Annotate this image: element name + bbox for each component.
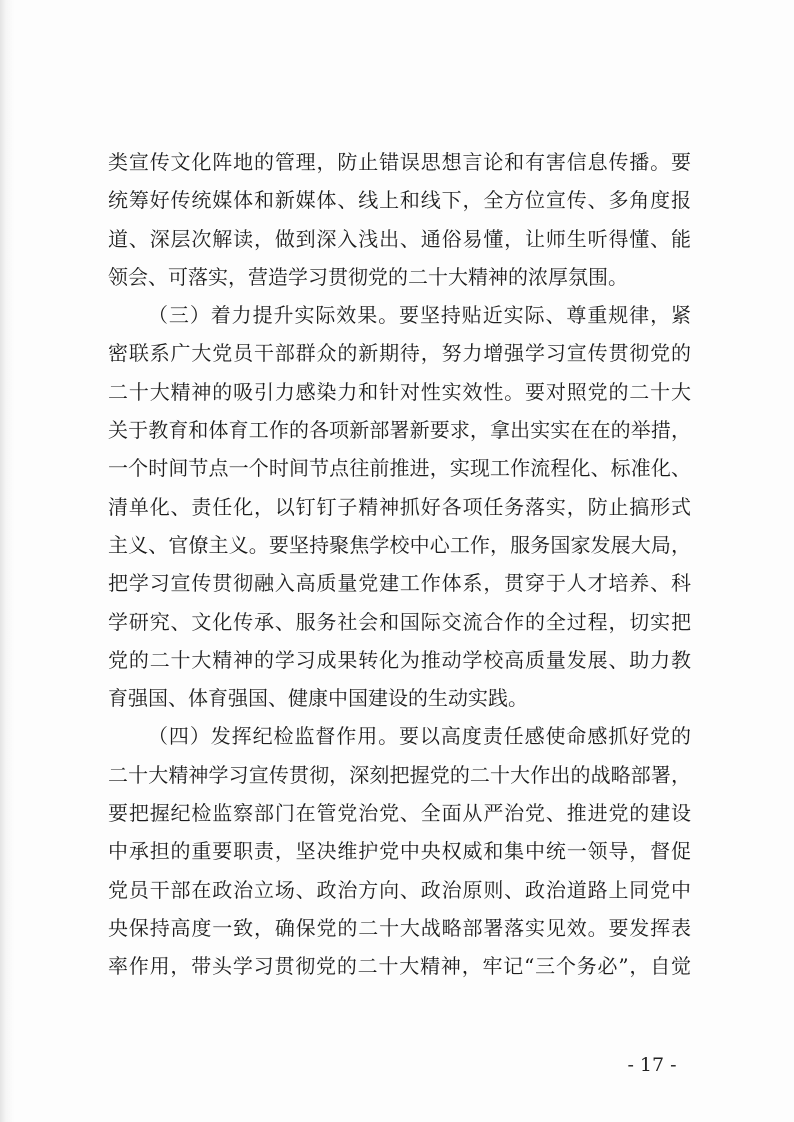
text-line: 道、深层次解读，做到深入浅出、通俗易懂，让师生听得懂、能 bbox=[108, 226, 691, 251]
text-line: 央保持高度一致，确保党的二十大战略部署落实见效。要发挥表 bbox=[108, 915, 691, 940]
paragraph-section-four bbox=[108, 717, 691, 985]
text-line: 党员干部在政治立场、政治方向、政治原则、政治道路上同党中 bbox=[108, 877, 691, 902]
text-line: 清单化、责任化，以钉钉子精神抓好各项任务落实，防止搞形式 bbox=[108, 494, 691, 519]
text-line: 二十大精神学习宣传贯彻，深刻把握党的二十大作出的战略部署， bbox=[108, 762, 691, 787]
text-line: 中承担的重要职责，坚决维护党中央权威和集中统一领导，督促 bbox=[108, 839, 691, 864]
paragraph-continued bbox=[108, 143, 691, 296]
text-line: 主义、官僚主义。要坚持聚焦学校中心工作，服务国家发展大局， bbox=[108, 532, 691, 557]
text-line: 一个时间节点一个时间节点往前推进，实现工作流程化、标准化、 bbox=[108, 456, 691, 481]
text-line: 统筹好传统媒体和新媒体、线上和线下，全方位宣传、多角度报 bbox=[108, 188, 691, 213]
paragraph-section-three bbox=[108, 296, 691, 717]
text-line: 党的二十大精神的学习成果转化为推动学校高质量发展、助力教 bbox=[108, 647, 691, 672]
text-line: 育强国、体育强国、健康中国建设的生动实践。 bbox=[108, 686, 528, 711]
text-line: 关于教育和体育工作的各项新部署新要求，拿出实实在在的举措， bbox=[108, 418, 691, 443]
section-heading: （四）发挥纪检监督作用。 bbox=[148, 724, 400, 749]
text-line: 学研究、文化传承、服务社会和国际交流合作的全过程，切实把 bbox=[108, 609, 691, 634]
text-line bbox=[108, 717, 691, 755]
section-heading: （三）着力提升实际效果。 bbox=[148, 303, 400, 328]
text-line: 要把握纪检监察部门在管党治党、全面从严治党、推进党的建设 bbox=[108, 801, 691, 826]
text-line: 类宣传文化阵地的管理，防止错误思想言论和有害信息传播。要 bbox=[108, 150, 691, 174]
text-line: 密联系广大党员干部群众的新期待，努力增强学习宣传贯彻党的 bbox=[108, 341, 691, 366]
text-line: 二十大精神的吸引力感染力和针对性实效性。要对照党的二十大 bbox=[108, 379, 691, 404]
text-line bbox=[108, 296, 691, 334]
page-number: - 17 - bbox=[627, 1054, 677, 1076]
text-line: 率作用，带头学习贯彻党的二十大精神，牢记“三个务必”，自觉 bbox=[108, 954, 691, 979]
text-line: 把学习宣传贯彻融入高质量党建工作体系，贯穿于人才培养、科 bbox=[108, 571, 691, 596]
text-segment: 要以高度责任感使命感抓好党的 bbox=[399, 724, 691, 749]
body-text bbox=[108, 143, 691, 986]
text-segment: 要坚持贴近实际、尊重规律，紧 bbox=[399, 303, 691, 328]
text-line: 领会、可落实，营造学习贯彻党的二十大精神的浓厚氛围。 bbox=[108, 264, 628, 289]
